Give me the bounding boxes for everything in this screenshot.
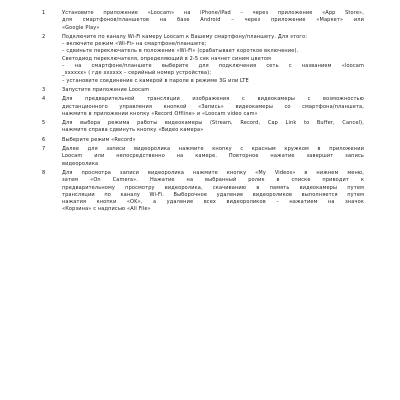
instruction-text-line: _xxxxxx» ( где xxxxxx – серийный номер устройства);: [62, 70, 212, 77]
instruction-text-line: нажатия кнопки «OK», а удаление всех видеороликов – нажатием на значок: [62, 199, 364, 206]
instruction-text-line: Подключите по каналу Wi-Fi камеру Loocam к Вашему смартфону/планшету. Для этого:: [62, 33, 308, 40]
instruction-text-line: Установите приложение «Loocam» на iPhone/iPad – через приложение «App Store»,: [62, 10, 364, 16]
instruction-text-line: – на смартфоне/планшете выберите для подключения сеть с названием «loocam: [62, 63, 364, 70]
instruction-number: 3: [42, 86, 46, 93]
instruction-text-line: «Google Play»: [62, 24, 100, 31]
instruction-number: 1: [42, 10, 46, 16]
instruction-text-line: Для просмотра записи видеоролика нажмите кнопку «My Videos» в нижнем меню,: [62, 169, 364, 176]
instruction-text-line: – установите соединение с камерой в пароле в режиме 3G или LTE: [62, 77, 249, 84]
instruction-text-line: Loocam или непосредственно на камере. Повторное нажатие завершит запись: [62, 153, 364, 160]
instruction-item: [42, 137, 364, 144]
instruction-item: [42, 170, 364, 214]
instruction-item: [42, 87, 364, 94]
instruction-number: 4: [42, 96, 46, 103]
instruction-item: [42, 34, 364, 85]
instruction-text-line: дистанционного управления кнопкой «Запись» видеокамеры со смартфона/планшета,: [62, 103, 364, 110]
instruction-text-line: Для выбора режима работы видеокамеры (Stream, Record, Cap Link to Buffer, Cancel),: [62, 120, 364, 127]
instruction-text-line: Далее для записи видеоролика нажмите кнопку с красным кружком в приложении: [62, 146, 364, 153]
instruction-text-line: для смартфонов/планшетов на базе Android – через приложение «Маркет» или: [62, 17, 364, 24]
instruction-item: [42, 10, 364, 32]
instruction-text-line: Для предварительной трансляции изображения с видеокамеры с возможностью: [62, 96, 364, 103]
instruction-text-line: предварительному просмотру видеоролика, скачиванию в память видеокамеры путем: [62, 184, 364, 191]
instruction-number: 6: [42, 136, 46, 143]
instruction-text-line: Запустите приложение Loocam: [62, 86, 150, 93]
instruction-number: 7: [42, 146, 46, 153]
instruction-text-line: нажмите справа сдвинуть кнопку «Видео камера»: [62, 127, 204, 134]
instruction-text-line: трансляции по каналу Wi-Fi. Выборочное удаление видеороликов выполняется путем: [62, 191, 364, 198]
instruction-text-line: – включите режим «Wi-Fi» на смартфоне/планшете;: [62, 41, 207, 48]
instruction-number: 2: [42, 33, 46, 40]
instruction-number: 8: [42, 169, 46, 176]
instruction-text-line: – сдвиньте переключатель в положение «Wi-Fi» (срабатывает короткое включение).: [62, 48, 299, 55]
instruction-number: 5: [42, 120, 46, 127]
instruction-text-line: «Корзина» с надписью «All File»: [62, 206, 151, 213]
instruction-list: [42, 10, 364, 216]
instruction-text-line: Выберите режим «Record»: [62, 136, 136, 143]
instruction-item: [42, 96, 364, 118]
instruction-text-line: затем «On Camera». Нажатие на выбранный ролик в списке приводит к: [62, 177, 364, 184]
instruction-item: [42, 120, 364, 135]
instruction-text-line: нажмите в приложении кнопку «Record Offline» и «Loocam video cam»: [62, 110, 258, 117]
instruction-text-line: Светодиод переключателя, определяющий в 2-5 сек начнет синим цветом: [62, 55, 271, 62]
instruction-item: [42, 146, 364, 168]
instruction-text-line: видеоролика: [62, 160, 99, 167]
